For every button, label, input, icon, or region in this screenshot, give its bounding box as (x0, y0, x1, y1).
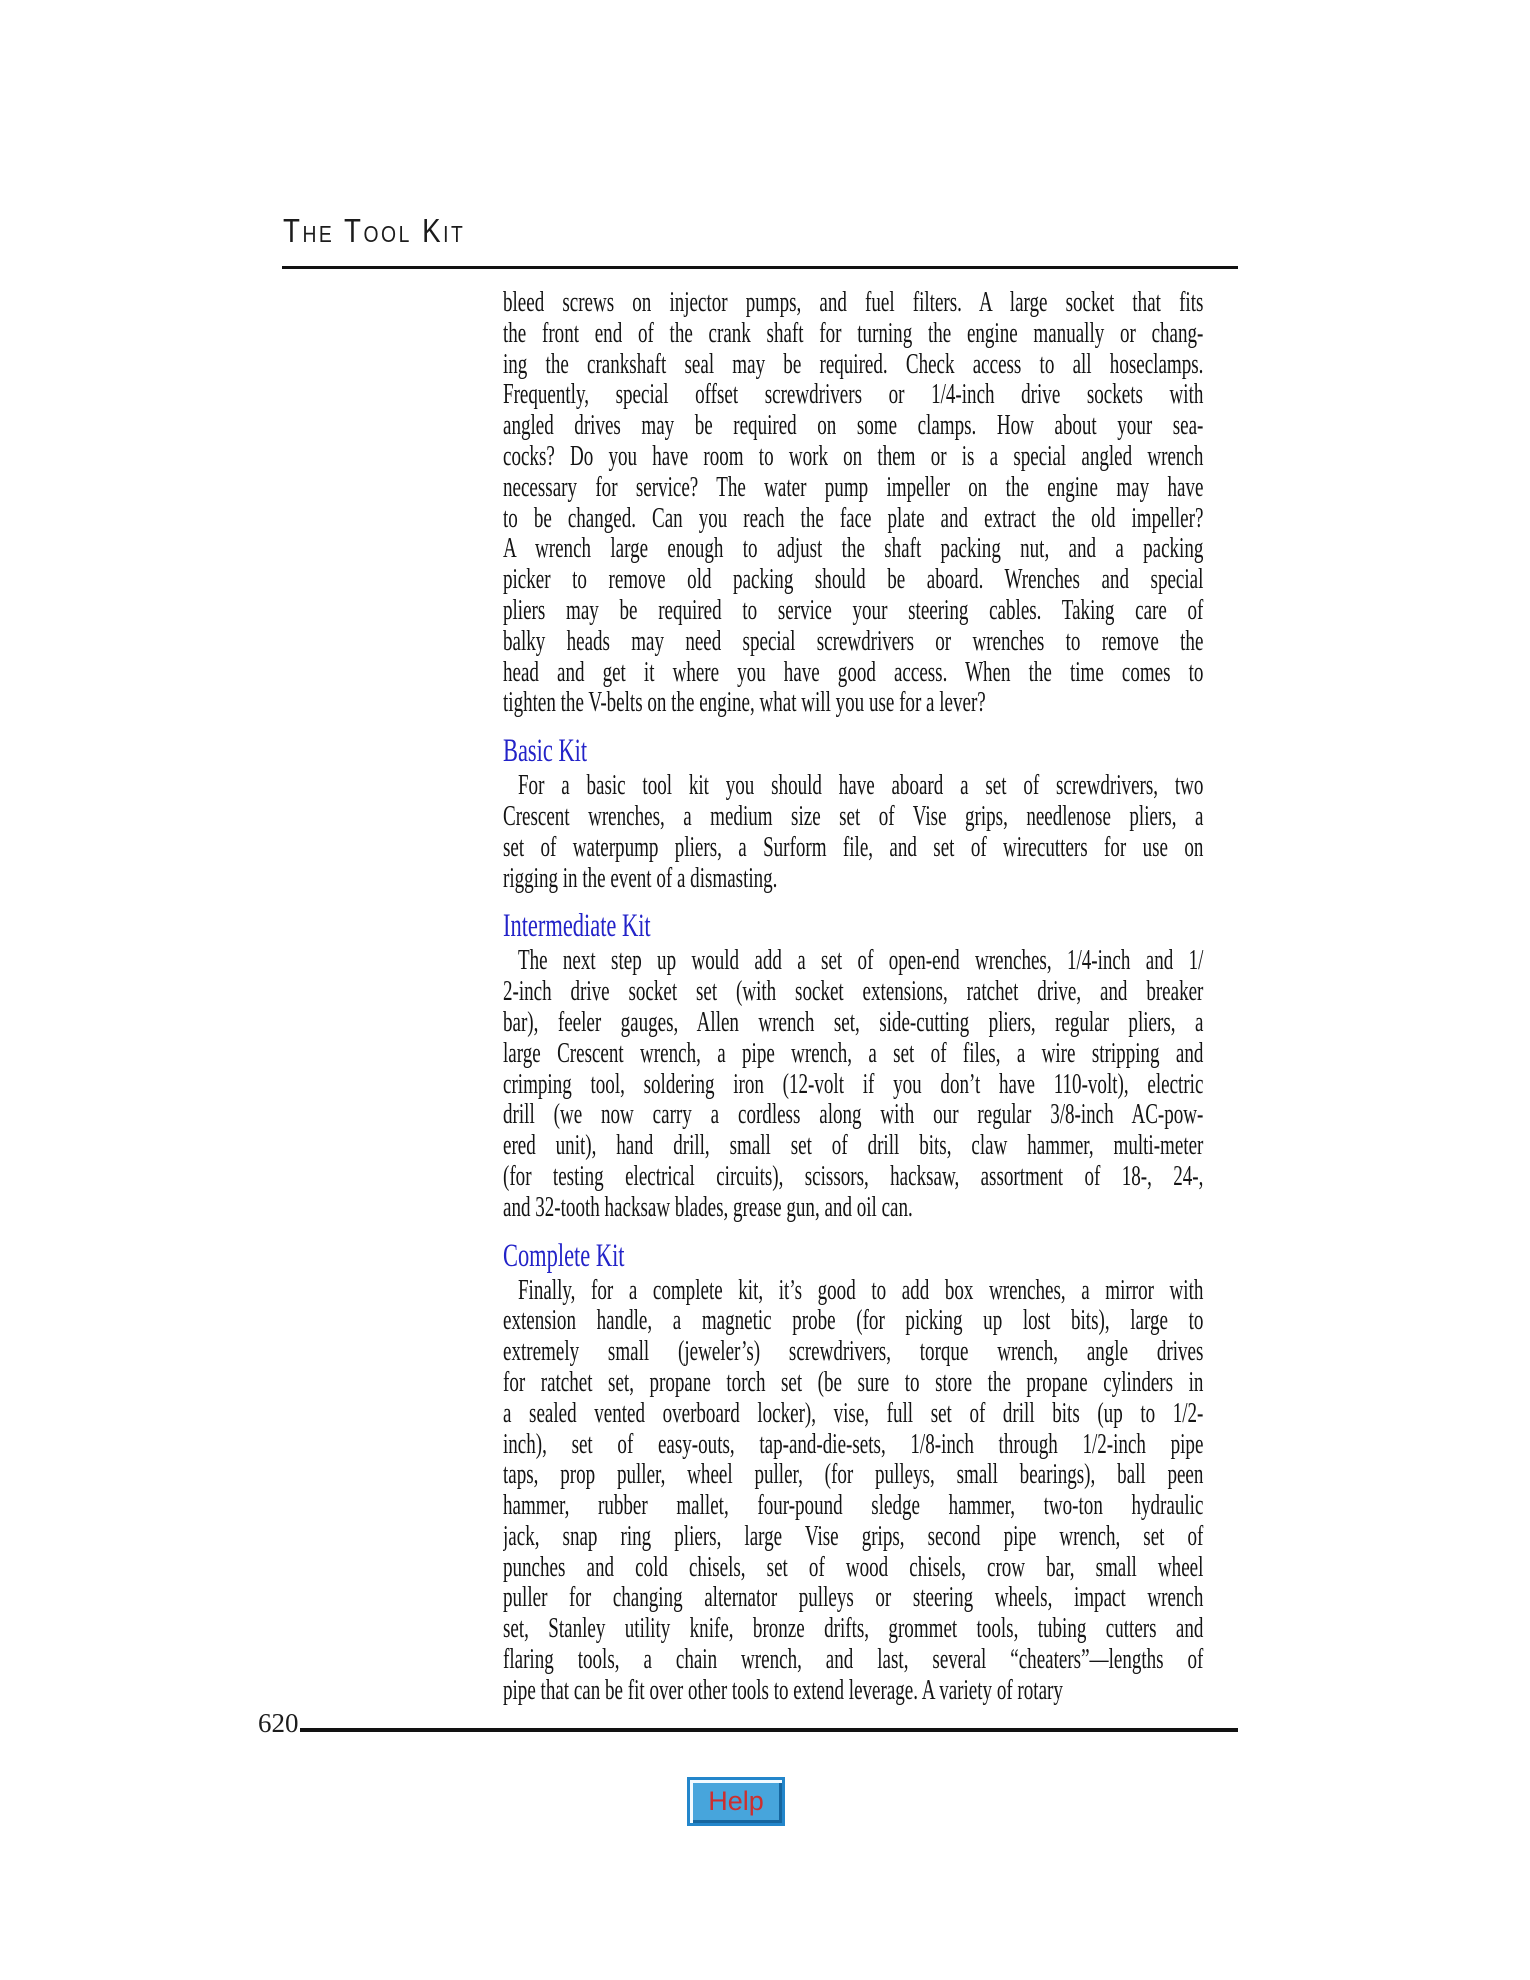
section-complete-kit (503, 1238, 1203, 1707)
text-line: 2-inch drive socket set (with socket extensions, ratchet drive, and breaker (503, 977, 1204, 1008)
page-number: 620 (258, 1708, 299, 1738)
header-rule (282, 266, 1238, 269)
basic-kit-paragraph (503, 771, 1203, 894)
section-intermediate-kit (503, 908, 1203, 1223)
text-line: crimping tool, soldering iron (12-volt if you don’t have 110-volt), electric (503, 1069, 1204, 1100)
text-line: Finally, for a complete kit, it’s good to add box wrenches, a mirror with (517, 1275, 1204, 1306)
text-line: drill (we now carry a cordless along with our regular 3/8-inch AC-pow- (503, 1100, 1204, 1131)
text-line: balky heads may need special screwdrivers or wrenches to remove the (503, 626, 1204, 657)
text-line: angled drives may be required on some clamps. How about your sea- (503, 411, 1204, 442)
text-line: taps, prop puller, wheel puller, (for pulleys, small bearings), ball peen (503, 1460, 1204, 1491)
section-basic-kit (503, 733, 1203, 894)
text-line: hammer, rubber mallet, four-pound sledge hammer, two-ton hydraulic (503, 1491, 1204, 1522)
text-line: head and get it where you have good access. When the time comes to (503, 657, 1204, 688)
text-line: for ratchet set, propane torch set (be sure to store the propane cylinders in (503, 1367, 1204, 1398)
text-column (503, 288, 1203, 1707)
text-line: jack, snap ring pliers, large Vise grips, second pipe wrench, set of (503, 1521, 1204, 1552)
text-line: set, Stanley utility knife, bronze drifts, grommet tools, tubing cutters and (503, 1614, 1204, 1645)
text-line: tighten the V-belts on the engine, what will you use for a lever? (503, 688, 986, 719)
intermediate-kit-paragraph (503, 946, 1203, 1223)
text-line: For a basic tool kit you should have aboard a set of screwdrivers, two (517, 771, 1204, 802)
text-line: flaring tools, a chain wrench, and last, several “cheaters”—lengths of (503, 1645, 1204, 1676)
text-line: the front end of the crank shaft for turning the engine manually or chang- (503, 318, 1204, 349)
text-line: necessary for service? The water pump impeller on the engine may have (503, 472, 1204, 503)
text-line: Frequently, special offset screwdrivers or 1/4-inch drive sockets with (503, 380, 1204, 411)
text-line: large Crescent wrench, a pipe wrench, a set of files, a wire stripping and (503, 1038, 1204, 1069)
text-line: pliers may be required to service your steering cables. Taking care of (503, 595, 1204, 626)
page-title: The Tool Kit (283, 212, 466, 249)
section-heading-basic-kit: Basic Kit (503, 733, 588, 770)
text-line: a sealed vented overboard locker), vise, full set of drill bits (up to 1/2- (503, 1398, 1204, 1429)
text-line: (for testing electrical circuits), scissors, hacksaw, assortment of 18-, 24-, (503, 1161, 1204, 1192)
text-line: punches and cold chisels, set of wood chisels, crow bar, small wheel (503, 1552, 1204, 1583)
text-line: to be changed. Can you reach the face plate and extract the old impeller? (503, 503, 1204, 534)
text-line: rigging in the event of a dismasting. (503, 863, 778, 894)
help-button[interactable]: Help (687, 1777, 785, 1826)
text-line: bar), feeler gauges, Allen wrench set, side-cutting pliers, regular pliers, a (503, 1007, 1204, 1038)
text-line: extremely small (jeweler’s) screwdrivers, torque wrench, angle drives (503, 1337, 1204, 1368)
text-line: bleed screws on injector pumps, and fuel filters. A large socket that fits (503, 288, 1204, 318)
text-line: extension handle, a magnetic probe (for picking up lost bits), large to (503, 1306, 1204, 1337)
text-line: cocks? Do you have room to work on them or is a special angled wrench (503, 441, 1204, 472)
text-line: ered unit), hand drill, small set of drill bits, claw hammer, multi-meter (503, 1131, 1204, 1162)
section-heading-intermediate-kit: Intermediate Kit (503, 908, 651, 945)
text-line: pipe that can be fit over other tools to extend leverage. A variety of rotary (503, 1675, 1063, 1706)
text-line: A wrench large enough to adjust the shaft packing nut, and a packing (503, 534, 1204, 565)
intro-paragraph (503, 288, 1203, 719)
complete-kit-paragraph (503, 1276, 1203, 1707)
text-line: The next step up would add a set of open-end wrenches, 1/4-inch and 1/ (517, 946, 1204, 977)
section-heading-complete-kit: Complete Kit (503, 1237, 625, 1274)
text-line: picker to remove old packing should be aboard. Wrenches and special (503, 565, 1204, 596)
text-line: and 32-tooth hacksaw blades, grease gun, and oil can. (503, 1192, 913, 1223)
footer-rule (300, 1728, 1238, 1732)
text-line: ing the crankshaft seal may be required. Check access to all hoseclamps. (503, 349, 1204, 380)
text-line: set of waterpump pliers, a Surform file, and set of wirecutters for use on (503, 832, 1204, 863)
text-line: Crescent wrenches, a medium size set of Vise grips, needlenose pliers, a (503, 801, 1204, 832)
text-line: inch), set of easy-outs, tap-and-die-sets, 1/8-inch through 1/2-inch pipe (503, 1429, 1204, 1460)
text-line: puller for changing alternator pulleys or steering wheels, impact wrench (503, 1583, 1204, 1614)
